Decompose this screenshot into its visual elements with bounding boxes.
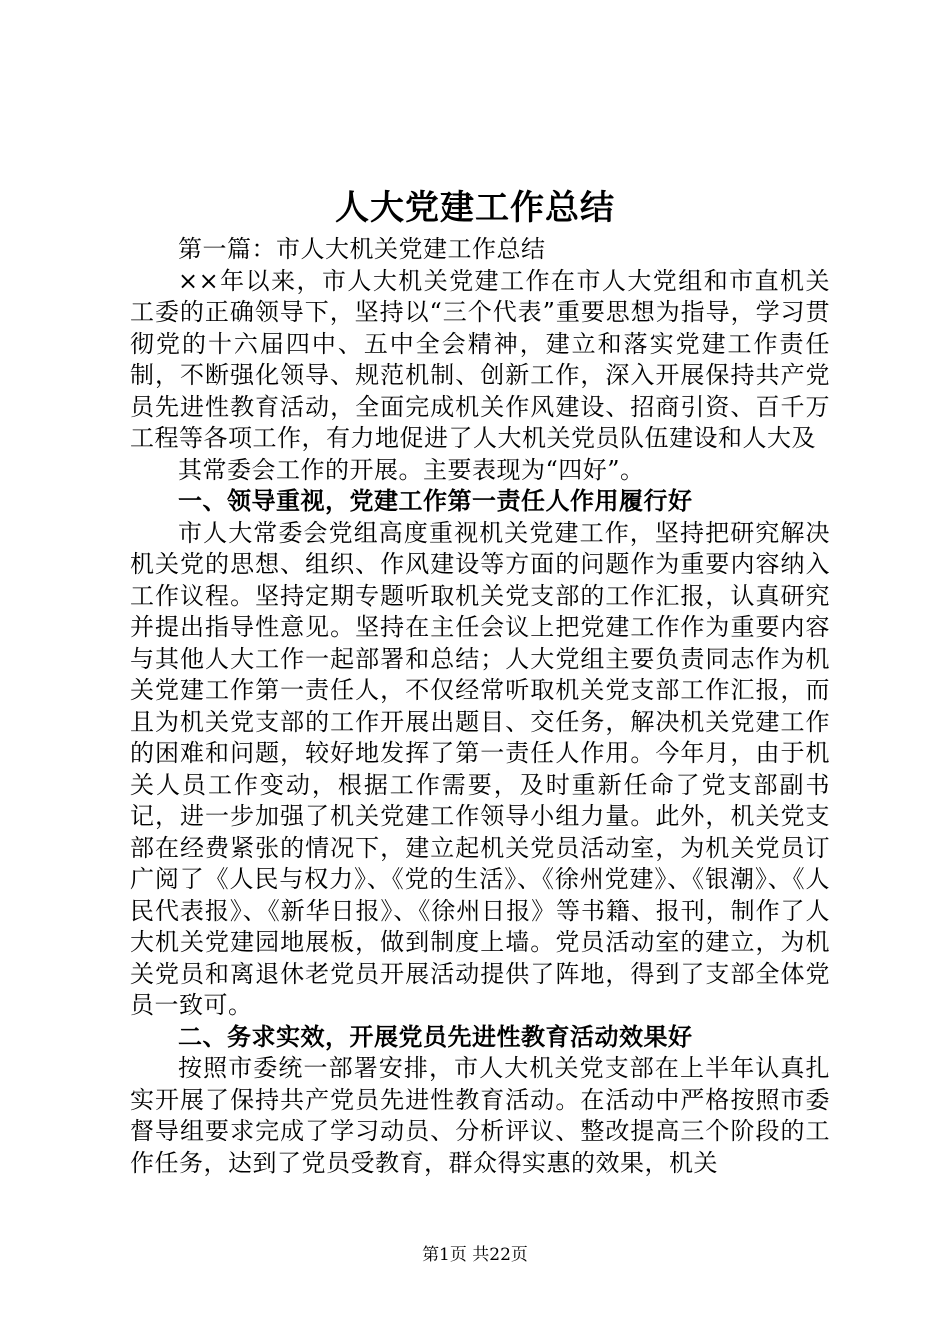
paragraph-intro-cont: 其常委会工作的开展。主要表现为“四好”。 xyxy=(178,455,645,484)
paragraph-intro: ××年以来，市人大机关党建工作在市人大党组和市直机关工委的正确领导下，坚持以“三个代表”重要思想为指导，学习贯彻党的十六届四中、五中全会精神，建立和落实党建工作责任制，不断强化领导、规范机制、创新工作，深入开展保持共产党员先进性教育活动，全面完成机关作风建设、招商引资、百千万工程等各项工作，有力地促进了人大机关党员队伍建设和人大及 xyxy=(130,266,830,452)
page-number-footer: 第1页 共22页 xyxy=(422,1245,528,1265)
paragraph-section-1: 市人大常委会党组高度重视机关党建工作，坚持把研究解决机关党的思想、组织、作风建设等方面的问题作为重要内容纳入工作议程。坚持定期专题听取机关党支部的工作汇报，认真研究并提出指导性意见。坚持在主任会议上把党建工作作为重要内容与其他人大工作一起部署和总结；人大党组主要负责同志作为机关党建工作第一责任人，不仅经常听取机关党支部工作汇报，而且为机关党支部的工作开展出题目、交任务，解决机关党建工作的困难和问题，较好地发挥了第一责任人作用。今年月，由于机关人员工作变动，根据工作需要，及时重新任命了党支部副书记，进一步加强了机关党建工作领导小组力量。此外，机关党支部在经费紧张的情况下，建立起机关党员活动室，为机关党员订广阅了《人民与权力》、《党的生活》、《徐州党建》、《银潮》、《人民代表报》、《新华日报》、《徐州日报》等书籍、报刊，制作了人大机关党建园地展板，做到制度上墙。党员活动室的建立，为机关党员和离退休老党员开展活动提供了阵地，得到了支部全体党员一致可。 xyxy=(130,518,830,1019)
document-title: 人大党建工作总结 xyxy=(335,188,615,228)
paragraph-subtitle: 第一篇：市人大机关党建工作总结 xyxy=(178,235,546,263)
section-heading-2: 二、务求实效，开展党员先进性教育活动效果好 xyxy=(178,1022,693,1051)
paragraph-section-2: 按照市委统一部署安排，市人大机关党支部在上半年认真扎实开展了保持共产党员先进性教育活动。在活动中严格按照市委督导组要求完成了学习动员、分析评议、整改提高三个阶段的工作任务，达到了党员受教育，群众得实惠的效果，机关 xyxy=(130,1054,830,1177)
section-heading-1: 一、领导重视，党建工作第一责任人作用履行好 xyxy=(178,487,693,515)
document-body xyxy=(130,234,830,1179)
